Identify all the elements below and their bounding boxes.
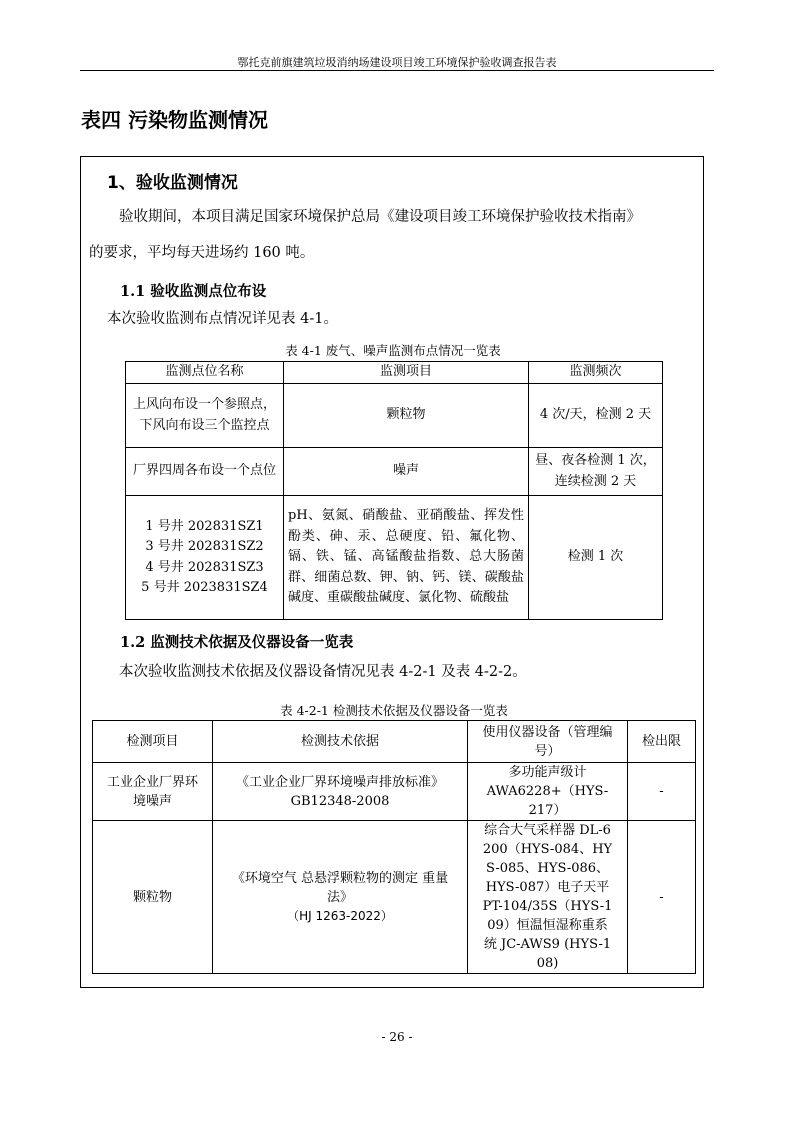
- table-cell: [213, 763, 468, 821]
- intro-paragraph-line1: 验收期间，本项目满足国家环境保护总局《建设项目竣工环境保护验收技术指南》: [119, 209, 641, 225]
- table-cell: 综合大气采样器 DL-6200（HYS-084、HYS-085、HYS-086、HYS-087）电子天平 PT-104/35S（HYS-109）恒温恒湿称重系统 JC-AWS9 (HYS-108): [468, 821, 628, 974]
- table-4-2-reference: 本次验收监测技术依据及仪器设备情况见表 4-2-1 及表 4-2-2。: [119, 664, 527, 680]
- standard-name: 《环境空气 总悬浮颗粒物的测定 重量法》: [231, 870, 449, 905]
- table-cell: 检测 1 次: [529, 496, 663, 620]
- table-cell: pH、氨氮、硝酸盐、亚硝酸盐、挥发性酚类、砷、汞、总硬度、铅、氟化物、镉、铁、锰、高锰酸盐指数、总大肠菌群、细菌总数、钾、钠、钙、镁、碳酸盐碱度、重碳酸盐碱度、氯化物、硫酸盐: [284, 496, 529, 620]
- table-cell: [213, 821, 468, 974]
- table-cell: -: [628, 763, 696, 821]
- table-cell: 上风向布设一个参照点，下风向布设三个监控点: [126, 384, 284, 448]
- well-id: 5 号井 2023831SZ4: [141, 580, 268, 595]
- standard-code: GB12348-2008: [290, 793, 390, 809]
- header-divider: [80, 70, 714, 71]
- intro-paragraph-line2: 的要求，平均每天进场约 160 吨。: [89, 245, 315, 261]
- table-4-1-caption: 表 4-1 废气、噪声监测布点情况一览表: [285, 343, 501, 358]
- column-header: 检出限: [628, 721, 696, 763]
- table-cell: 4 次/天，检测 2 天: [529, 384, 663, 448]
- table-4-2-1-caption: 表 4-2-1 检测技术依据及仪器设备一览表: [280, 703, 508, 718]
- table-row: [93, 763, 696, 821]
- table-cell: 昼、夜各检测 1 次，连续检测 2 天: [529, 448, 663, 496]
- well-id: 4 号井 202831SZ3: [145, 559, 264, 575]
- heading-monitoring-points: 1.1 验收监测点位布设: [120, 283, 267, 300]
- table-cell: 颗粒物: [284, 384, 529, 448]
- standard-code: （HJ 1263-2022）: [287, 908, 393, 923]
- table-row: [126, 384, 663, 448]
- heading-acceptance-monitoring: 1、验收监测情况: [107, 173, 238, 193]
- table-cell: -: [628, 821, 696, 974]
- technical-basis-table: [92, 720, 696, 974]
- monitoring-points-table: [125, 361, 663, 620]
- column-header: 监测项目: [284, 362, 529, 384]
- page-number: - 26 -: [381, 1030, 413, 1044]
- table-row: [93, 821, 696, 974]
- report-header-title: 鄂托克前旗建筑垃圾消纳场建设项目竣工环境保护验收调查报告表: [237, 56, 557, 69]
- table-header-row: [126, 362, 663, 384]
- well-id: 1 号井 202831SZ1: [145, 518, 264, 534]
- table-cell: 多功能声级计 AWA6228+（HYS-217）: [468, 763, 628, 821]
- section-title: 表四 污染物监测情况: [81, 108, 268, 132]
- table-row: [126, 448, 663, 496]
- table-header-row: [93, 721, 696, 763]
- column-header: 监测点位名称: [126, 362, 284, 384]
- heading-technical-basis: 1.2 监测技术依据及仪器设备一览表: [120, 634, 354, 651]
- column-header: 检测技术依据: [213, 721, 468, 763]
- column-header: 监测频次: [529, 362, 663, 384]
- well-id: 3 号井 202831SZ2: [145, 539, 264, 554]
- table-cell: 噪声: [284, 448, 529, 496]
- table-cell: 颗粒物: [93, 821, 213, 974]
- column-header: 检测项目: [93, 721, 213, 763]
- standard-name: 《工业企业厂界环境噪声排放标准》: [235, 774, 444, 790]
- table-4-1-reference: 本次验收监测布点情况详见表 4-1。: [107, 311, 338, 327]
- table-cell: [126, 496, 284, 620]
- table-cell: 工业企业厂界环境噪声: [93, 763, 213, 821]
- table-row: [126, 496, 663, 620]
- table-cell: 厂界四周各布设一个点位: [126, 448, 284, 496]
- column-header: 使用仪器设备（管理编号）: [468, 721, 628, 763]
